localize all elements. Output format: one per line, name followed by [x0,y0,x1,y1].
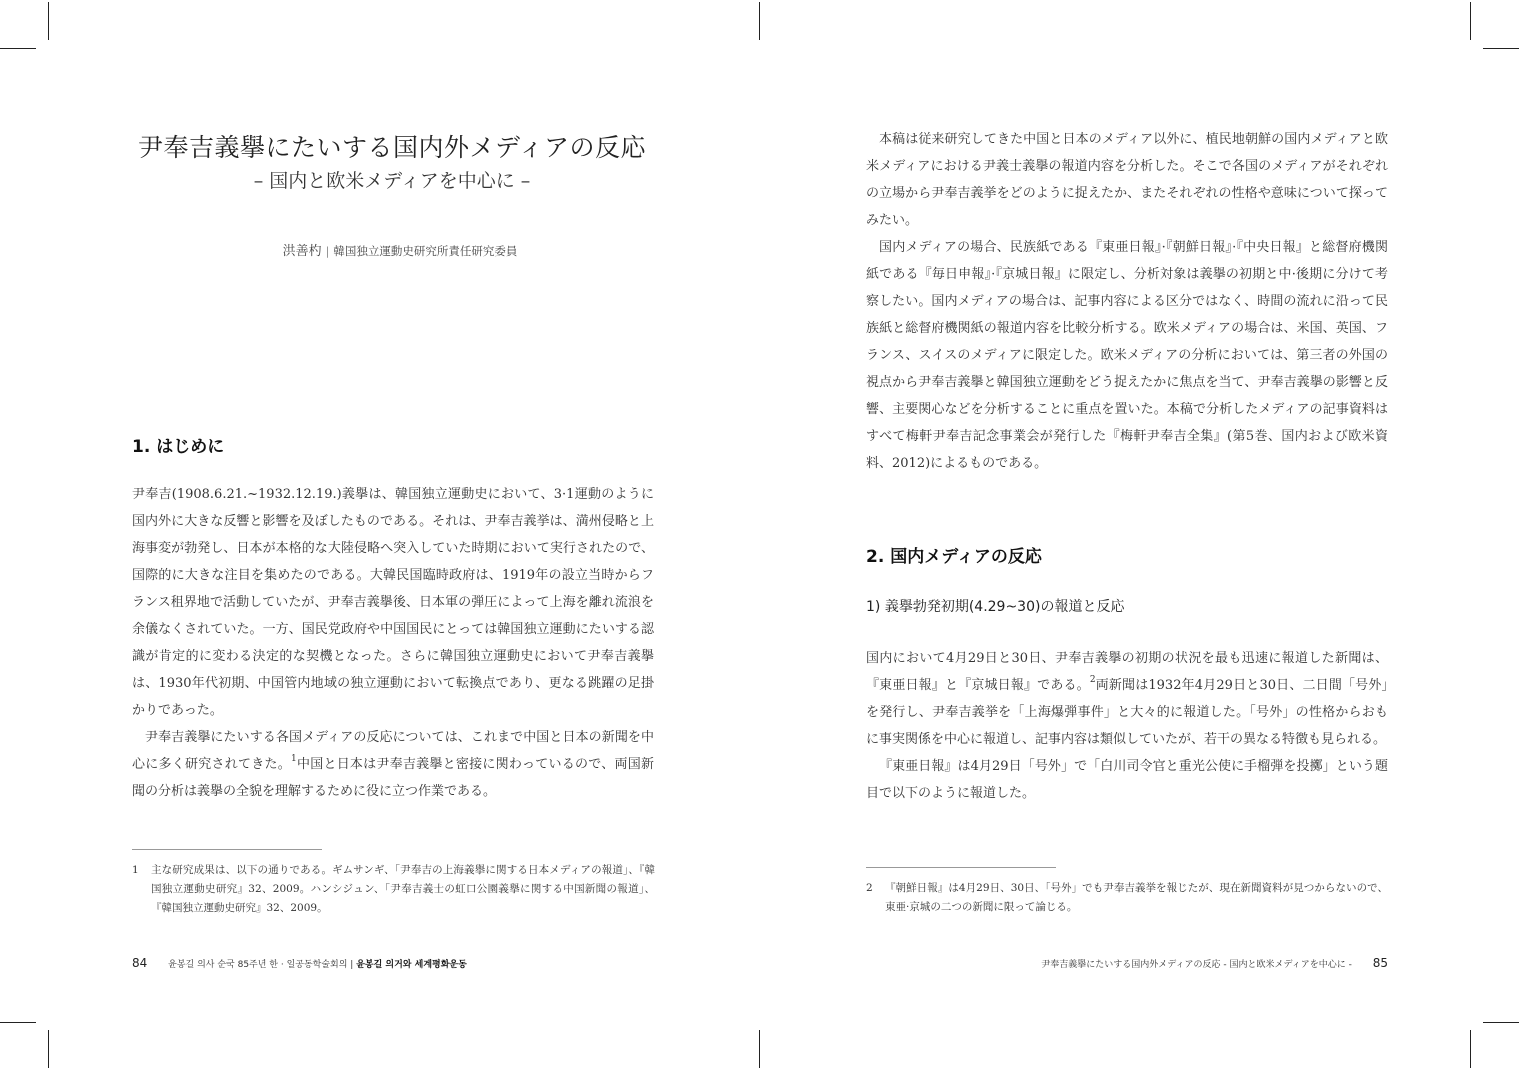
footnote-1-text: 主な研究成果は、以下の通りである。ギムサンギ、「尹奉吉の上海義擧に関する日本メディアの報道」、『韓国独立運動史研究』32、2009。ハンシジュン、「尹奉吉義士の虹口公園義擧に関する中国新聞の報道」、『韓国独立運動史研究』32、2009。 [151,864,655,914]
footnote-2-text: 『朝鮮日報』は4月29日、30日、「号外」でも尹奉吉義挙を報じたが、現在新聞資料が見つからないので、東亜·京城の二つの新聞に限って論じる。 [885,882,1388,913]
footnote-1 [132,861,655,918]
left-footer [132,956,467,970]
left-body-text [132,481,654,805]
paragraph-2 [132,724,654,805]
footer-conference-text: 윤봉길 의사 순국 85주년 한 · 일공동학술회의 | [168,960,354,970]
article-title: 尹奉吉義擧にたいする国内外メディアの反応 [137,133,646,162]
footnote-2-number: 2 [866,882,873,894]
footnote-ref-1[interactable]: 1 [290,754,297,764]
right-paragraph-3 [866,645,1388,753]
paragraph-2-part-b: 中国と日本は尹奉吉義擧と密接に関わっているので、両国新聞の分析は義擧の全貌を理解するために役に立つ作業である。 [132,757,654,799]
footer-running-title: 尹奉吉義擧にたいする国内外メディアの反応 - 国内と欧米メディアを中心に - [1041,960,1352,970]
article-subtitle: – 国内と欧米メディアを中心に – [253,170,531,192]
paragraph-1: 尹奉吉(1908.6.21.~1932.12.19.)義擧は、韓国独立運動史において、3·1運動のように国内外に大きな反響と影響を及ぼしたものである。それは、尹奉吉義挙は、満州侵略と上海事変が勃発し、日本が本格的な大陸侵略へ突入していた時期において実行されたので、国際的に大きな注目を集めたのである。大韓民国臨時政府は、1919年の設立当時からフランス租界地で活動していたが、尹奉吉義擧後、日本軍の弾圧によって上海を離れ流浪を余儀なくされていた。一方、国民党政府や中国国民にとっては韓国独立運動にたいする認識が肯定的に変わる決定的な契機となった。さらに韓国独立運動史において尹奉吉義擧は、1930年代初期、中国管内地域の独立運動において転換点であり、更なる跳躍の足掛かりであった。 [132,487,654,718]
footnote-rule-right [866,867,1056,868]
author-line [0,240,800,259]
right-paragraph-2: 国内メディアの場合、民族紙である『東亜日報』·『朝鮮日報』·『中央日報』と総督府機関紙である『毎日申報』·『京城日報』に限定し、分析対象は義擧の初期と中·後期に分けて考察したい。国内メディアの場合は、記事内容による区分ではなく、時間の流れに沿って民族紙と総督府機関紙の報道内容を比較分析する。欧米メディアの場合は、米国、英国、フランス、スイスのメディアに限定した。欧米メディアの分析においては、第三者の外国の視点から尹奉吉義擧と韓国独立運動をどう捉えたかに焦点を当て、尹奉吉義擧の影響と反響、主要関心などを分析することに重点を置いた。本稿で分析したメディアの記事資料はすべて梅軒尹奉吉記念事業会が発行した『梅軒尹奉吉全集』(第5巻、国内および欧米資料、2012)によるものである。 [866,240,1388,471]
paragraph-2-part-a: 尹奉吉義擧にたいする各国メディアの反応については、これまで中国と日本の新聞を中心に多く研究されてきた。 [132,730,654,772]
right-page [760,0,1519,1070]
section-2-heading: 2. 国内メディアの反応 [866,547,1042,567]
right-footer [1041,956,1388,970]
right-paragraph-4: 『東亜日報』は4月29日「号外」で「白川司令官と重光公使に手榴弾を投擲」という題目で以下のように報道した。 [866,759,1388,801]
footnote-rule [132,849,322,850]
page-number-right: 85 [1372,956,1388,970]
footnote-ref-2[interactable]: 2 [1089,675,1096,685]
section-1-heading: 1. はじめに [132,437,225,457]
footnote-1-number: 1 [132,864,139,876]
right-paragraph-3-part-b: 両新聞は1932年4月29日と30日、二日間「号外」を発行し、尹奉吉義挙を「上海爆弾事件」と大々的に報道した。「号外」の性格からおもに事実関係を中心に報道し、記事内容は類似していたが、若干の異なる特徴も見られる。 [866,678,1388,747]
author-affiliation: 韓国独立運動史研究所責任研究委員 [333,244,518,258]
author-name: 洪善杓 [282,244,322,259]
author-separator: | [325,245,330,258]
right-paragraph-1: 本稿は従来研究してきた中国と日本のメディア以外に、植民地朝鮮の国内メディアと欧米メディアにおける尹義士義擧の報道内容を分析した。そこで各国のメディアがそれぞれの立場から尹奉吉義挙をどのように捉えたか、またそれぞれの性格や意味について探ってみたい。 [866,132,1388,228]
subsection-1-heading: 1) 義擧勃発初期(4.29~30)の報道と反応 [866,599,1125,615]
footer-conference-title: 윤봉길 의거와 세계평화운동 [356,960,467,970]
right-body-intro [866,126,1388,477]
right-body-section2 [866,645,1388,807]
page-number-left: 84 [132,956,148,970]
footnote-2 [866,879,1388,917]
right-paragraph-3-part-a: 国内において4月29日と30日、尹奉吉義擧の初期の状況を最も迅速に報道した新聞は、『東亜日報』と『京城日報』である。 [866,651,1388,693]
